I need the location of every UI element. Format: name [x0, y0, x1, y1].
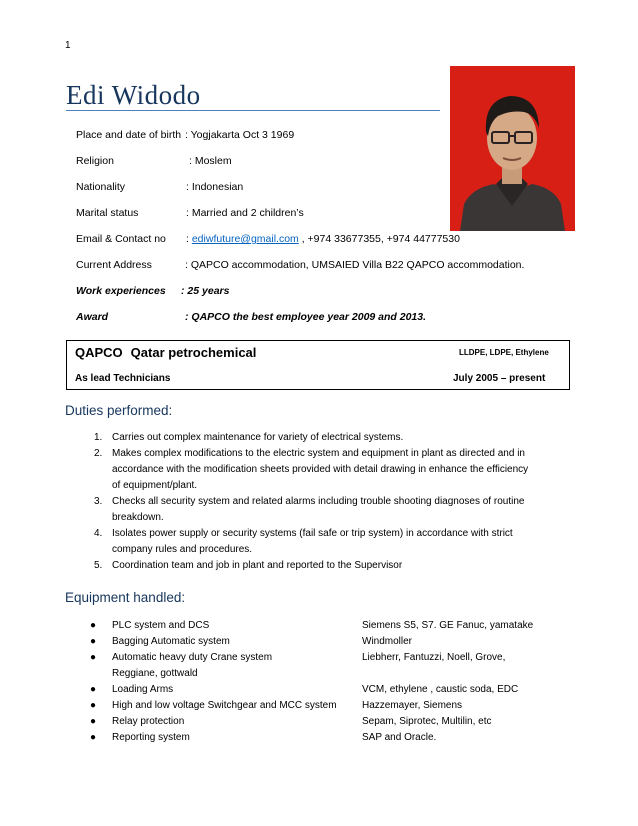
equipment-item	[90, 714, 570, 730]
equipment-name: Reporting system	[112, 732, 190, 743]
duty-line: Carries out complex maintenance for variety of electrical systems.	[112, 432, 404, 443]
info-label: Award	[76, 311, 109, 323]
duty-line: Makes complex modifications to the electric system and equipment in plant as directed and in	[112, 448, 525, 459]
equipment-name-line: Reggiane, gottwald	[112, 668, 198, 679]
equipment-brands: Windmoller	[362, 636, 413, 647]
duty-number: 1.	[94, 432, 103, 443]
bullet-icon: ●	[90, 652, 97, 663]
duty-line: of equipment/plant.	[112, 480, 198, 491]
company-name: Qatar petrochemical	[130, 345, 257, 360]
info-label: Marital status	[76, 207, 139, 219]
equipment-heading: Equipment handled:	[65, 590, 186, 605]
equipment-brands: Siemens S5, S7. GE Fanuc, yamatake	[362, 620, 534, 631]
info-label: Nationality	[76, 181, 126, 193]
equipment-name: Bagging Automatic system	[112, 636, 230, 647]
info-value: : Yogjakarta Oct 3 1969	[185, 129, 295, 141]
equipment-item	[90, 650, 570, 682]
equipment-name: PLC system and DCS	[112, 620, 210, 631]
info-value: : Indonesian	[186, 181, 244, 193]
bullet-icon: ●	[90, 716, 97, 727]
bullet-icon: ●	[90, 700, 97, 711]
company-products: LLDPE, LDPE, Ethylene	[459, 348, 549, 357]
info-value: : QAPCO the best employee year 2009 and 2013.	[185, 311, 427, 323]
info-row-marital-status	[76, 207, 304, 219]
phone-numbers: , +974 33677355, +974 44777530	[298, 233, 460, 245]
profile-photo	[450, 66, 575, 231]
info-label: Religion	[76, 155, 114, 167]
equipment-list	[90, 618, 570, 746]
duty-line: Coordination team and job in plant and reported to the Supervisor	[112, 560, 403, 571]
info-row-nationality	[76, 181, 244, 193]
info-row-birth	[76, 129, 295, 141]
info-value: : Moslem	[189, 155, 232, 167]
equipment-item	[90, 634, 570, 650]
duties-list	[80, 430, 570, 574]
info-label: Current Address	[76, 259, 152, 271]
company-heading	[75, 345, 256, 360]
info-row-award	[76, 311, 427, 323]
info-value: : 25 years	[181, 285, 230, 297]
duty-line: accordance with the modification sheets provided with detail drawing in enhance the efficiency	[112, 464, 529, 475]
job-role: As lead Technicians	[75, 373, 171, 384]
info-label: Email & Contact no	[76, 233, 166, 245]
bullet-icon: ●	[90, 636, 97, 647]
equipment-brands: Liebherr, Fantuzzi, Noell, Grove,	[362, 652, 506, 663]
equipment-brands: Hazzemayer, Siemens	[362, 700, 463, 711]
duty-line: breakdown.	[112, 512, 164, 523]
person-name: Edi Widodo	[66, 80, 201, 110]
info-value-prefix: :	[186, 233, 192, 245]
info-label: Place and date of birth	[76, 129, 182, 141]
equipment-brands: VCM, ethylene , caustic soda, EDC	[362, 684, 519, 695]
duty-line: Isolates power supply or security systems (fail safe or trip system) in accordance with strict	[112, 528, 513, 539]
info-label: Work experiences	[76, 285, 166, 297]
duties-heading: Duties performed:	[65, 403, 173, 418]
duty-line: company rules and procedures.	[112, 544, 253, 555]
equipment-brands: SAP and Oracle.	[362, 732, 437, 743]
info-row-address	[76, 259, 525, 271]
bullet-icon: ●	[90, 732, 97, 743]
bullet-icon: ●	[90, 684, 97, 695]
page-number: 1	[65, 40, 71, 51]
company-abbreviation: QAPCO	[75, 345, 123, 360]
profile-photo-illustration	[450, 66, 575, 231]
info-value: : QAPCO accommodation, UMSAIED Villa B22 QAPCO accommodation.	[185, 259, 525, 271]
duty-number: 5.	[94, 560, 103, 571]
info-row-contact	[76, 233, 460, 245]
info-value	[186, 233, 460, 245]
equipment-item	[90, 730, 570, 746]
equipment-item	[90, 698, 570, 714]
info-value: : Married and 2 children’s	[186, 207, 304, 219]
duty-number: 3.	[94, 496, 103, 507]
duty-number: 2.	[94, 448, 103, 459]
info-row-work-experience	[76, 285, 230, 297]
equipment-name: High and low voltage Switchgear and MCC system	[112, 700, 337, 711]
equipment-name	[112, 650, 362, 682]
equipment-item	[90, 618, 570, 634]
duty-item	[80, 558, 570, 574]
name-underline	[66, 110, 440, 111]
equipment-brands: Sepam, Siprotec, Multilin, etc	[362, 716, 492, 727]
equipment-name: Loading Arms	[112, 684, 174, 695]
duty-line: Checks all security system and related alarms including trouble shooting diagnoses of routine	[112, 496, 525, 507]
job-period: July 2005 – present	[453, 373, 546, 384]
equipment-name-line: Automatic heavy duty Crane system	[112, 652, 273, 663]
equipment-name: Relay protection	[112, 716, 185, 727]
info-row-religion	[76, 155, 232, 167]
duty-item	[80, 526, 570, 558]
duty-item	[80, 430, 570, 446]
email-link[interactable]: ediwfuture@gmail.com	[191, 233, 299, 245]
bullet-icon: ●	[90, 620, 97, 631]
duty-item	[80, 446, 570, 494]
equipment-item	[90, 682, 570, 698]
duty-number: 4.	[94, 528, 103, 539]
duty-item	[80, 494, 570, 526]
